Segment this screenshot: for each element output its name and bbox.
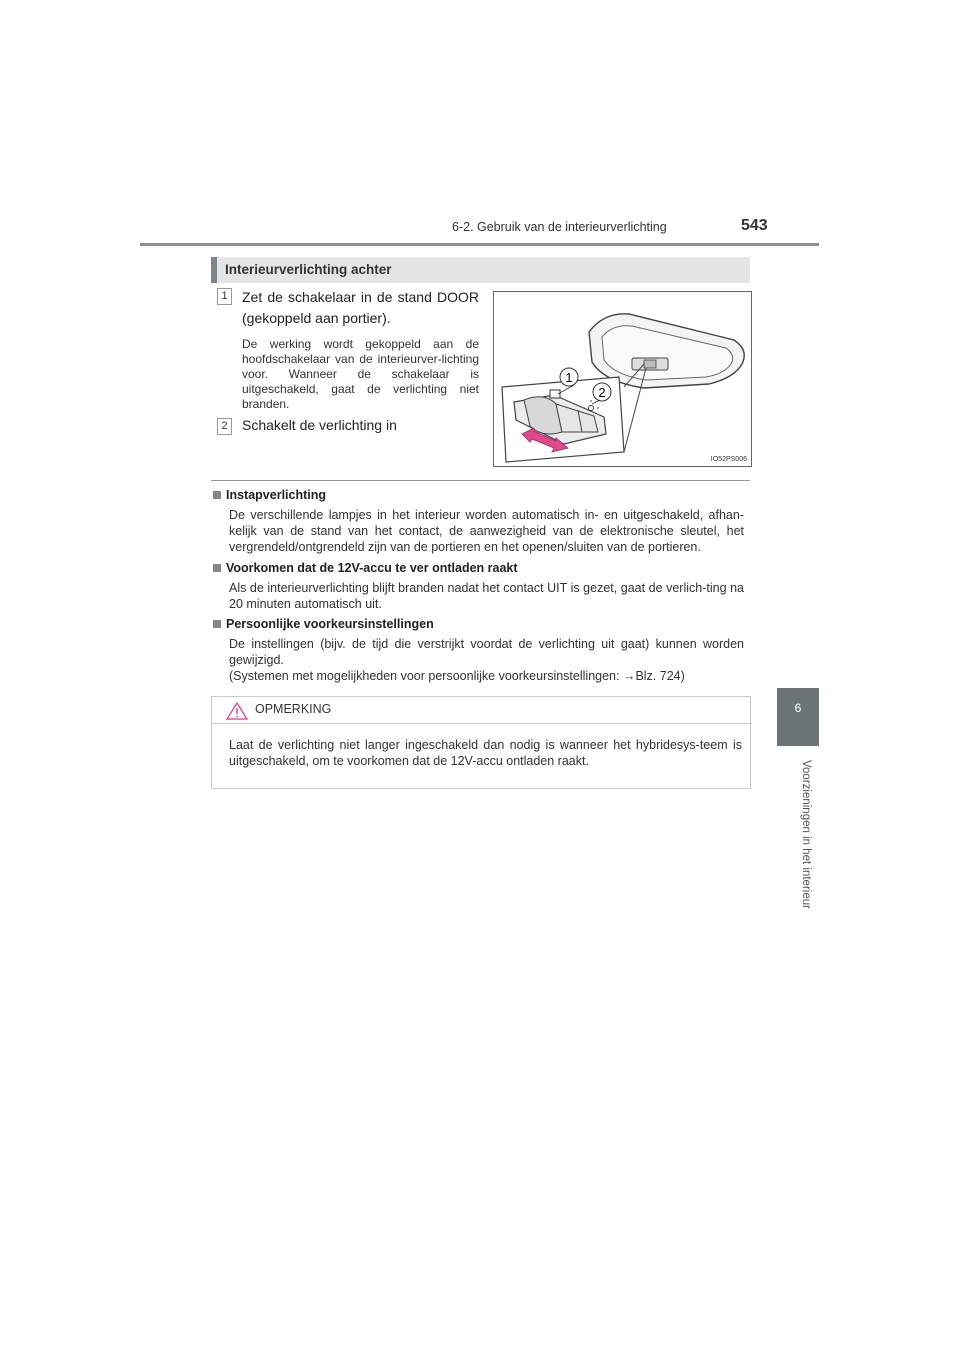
callout-2: 2 xyxy=(598,385,606,400)
section-title-bar xyxy=(211,257,750,283)
bullet-square-icon xyxy=(213,620,221,628)
dome-light-illustration xyxy=(493,291,752,467)
chapter-label-text: Voorzieningen in het interieur xyxy=(800,760,812,909)
bullet-square-icon xyxy=(213,491,221,499)
content-divider xyxy=(211,480,750,481)
item-text-1: Zet de schakelaar in de stand DOOR (gekoppeld aan portier). xyxy=(242,289,479,326)
warning-text: Laat de verlichting niet langer ingeschakeld dan nodig is wanneer het hybridesys-teem is uitgeschakeld, om te voorkomen dat de 12V-accu ontladen raakt. xyxy=(229,738,742,768)
warning-triangle-icon xyxy=(226,702,248,720)
item-number-1: 1 xyxy=(217,288,232,305)
chapter-label xyxy=(800,760,812,909)
warning-header xyxy=(212,697,750,724)
note-body-2: Als de interieurverlichting blijft branden nadat het contact UIT is gezet, gaat de verlich-ting na 20 minuten automatisch uit. xyxy=(229,581,744,611)
header-divider xyxy=(140,243,819,246)
note-heading-1 xyxy=(213,488,326,502)
note-heading-2 xyxy=(213,561,518,575)
chapter-tab: 6 xyxy=(777,688,819,746)
note-body-1: De verschillende lampjes in het interieur worden automatisch in- en uitgeschakeld, afhan-kelijk van de stand van het contact, de aanwezigheid van de elektronische sleutel, het vergrendeld/ontgrendeld zijn van de portieren en het openen/sluiten van de portieren. xyxy=(229,508,744,554)
note-title-1: Instapverlichting xyxy=(226,488,327,502)
note-body-3: De instellingen (bijv. de tijd die verstrijkt voordat de verlichting uit gaat) kunnen worden gewijzigd. xyxy=(229,637,744,667)
warning-box xyxy=(211,696,751,789)
callout-1: 1 xyxy=(565,370,573,385)
note-heading-3 xyxy=(213,617,434,631)
item-text-2: Schakelt de verlichting in xyxy=(242,417,397,433)
warning-title: OPMERKING xyxy=(255,702,332,716)
item-number-2: 2 xyxy=(217,418,232,435)
illustration-code: IO52PS006 xyxy=(710,456,747,463)
section-title: Interieurverlichting achter xyxy=(225,262,392,277)
note-body-3-ref: (Systemen met mogelijkheden voor persoonlijke voorkeursinstellingen: →Blz. 724) xyxy=(229,669,685,683)
item-note-1: De werking wordt gekoppeld aan de hoofdschakelaar van de interieurver-lichting voor. Wanneer de schakelaar is uitgeschakeld, gaat de verlichting niet branden. xyxy=(242,337,479,411)
dome-light-drawing xyxy=(494,292,751,466)
section-accent xyxy=(211,257,217,283)
note-title-2: Voorkomen dat de 12V-accu te ver ontladen raakt xyxy=(226,561,518,575)
running-header: 6-2. Gebruik van de interieurverlichting xyxy=(452,220,667,234)
bullet-square-icon xyxy=(213,564,221,572)
page-number: 543 xyxy=(741,217,768,234)
note-title-3: Persoonlijke voorkeursinstellingen xyxy=(226,617,434,631)
